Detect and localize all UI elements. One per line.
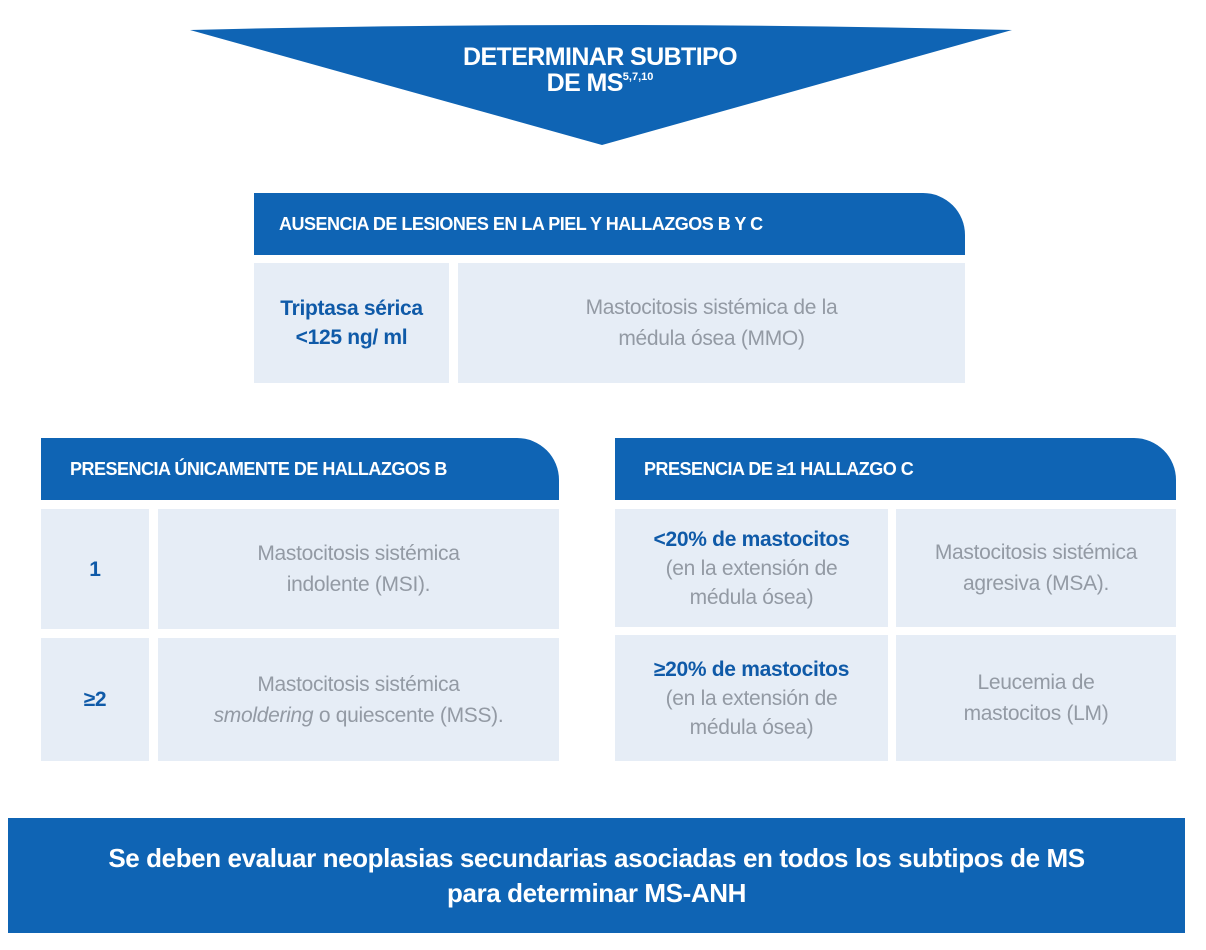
b-row1-desc-cell xyxy=(158,509,559,629)
c-row1-desc-line1: Mastocitosis sistémica xyxy=(934,541,1138,564)
skin-desc-cell xyxy=(458,263,965,383)
b-row2-desc-cell xyxy=(158,638,559,761)
skin-key-line2: <125 ng/ ml xyxy=(295,326,408,349)
c-row2-desc-line1: Leucemia de xyxy=(977,671,1095,694)
b-row1-desc-line2: indolente (MSI). xyxy=(286,573,431,596)
b-row2-desc-rest: o quiescente (MSS). xyxy=(313,703,504,727)
c-row1-key: <20% de mastocitos xyxy=(653,527,850,551)
b-row1-key-cell xyxy=(41,509,149,629)
skin-desc-line2: médula ósea (MMO) xyxy=(618,327,805,350)
skin-section-header-text: AUSENCIA DE LESIONES EN LA PIEL Y HALLAZGOS B Y C xyxy=(279,213,763,234)
c-row2-sub-line2: médula ósea) xyxy=(689,715,814,739)
c-row2-desc-line2: mastocitos (LM) xyxy=(963,702,1109,725)
c-row2-key-cell xyxy=(615,635,888,761)
b-row2-key-cell xyxy=(41,638,149,761)
skin-desc-line1: Mastocitosis sistémica de la xyxy=(585,296,838,319)
c-row1-key-cell xyxy=(615,509,888,627)
b-row1-key: 1 xyxy=(89,557,101,581)
b-findings-header-text: PRESENCIA ÚNICAMENTE DE HALLAZGOS B xyxy=(70,458,447,479)
c-row1-sub-line1: (en la extensión de xyxy=(665,556,838,580)
funnel-title-line2 xyxy=(350,70,850,96)
funnel-title-references: 5,7,10 xyxy=(622,71,654,83)
c-row2-sub-line1: (en la extensión de xyxy=(665,686,838,710)
skin-key-cell xyxy=(254,263,449,383)
b-findings-header xyxy=(41,438,559,500)
b-row2-key: ≥2 xyxy=(83,688,107,711)
footer-line2: para determinar MS-ANH xyxy=(447,877,746,908)
c-findings-header xyxy=(615,438,1176,500)
footer-banner xyxy=(8,818,1185,933)
b-row2-desc-italic: smoldering xyxy=(213,703,314,727)
b-row2-desc-line1: Mastocitosis sistémica xyxy=(257,672,460,696)
c-findings-header-text: PRESENCIA DE ≥1 HALLAZGO C xyxy=(644,458,914,479)
b-row1-desc-line1: Mastocitosis sistémica xyxy=(257,542,460,565)
c-row1-desc-cell xyxy=(896,509,1176,627)
b-row2-desc-line2 xyxy=(214,700,504,731)
c-row1-sub-line2: médula ósea) xyxy=(689,585,814,609)
c-row2-key: ≥20% de mastocitos xyxy=(653,657,850,681)
c-row1-desc-line2: agresiva (MSA). xyxy=(962,572,1110,595)
c-row2-desc-cell xyxy=(896,635,1176,761)
skin-section-header xyxy=(254,193,965,255)
skin-key-line1: Triptasa sérica xyxy=(280,297,423,320)
footer-line1: Se deben evaluar neoplasias secundarias asociadas en todos los subtipos de MS xyxy=(108,842,1085,873)
funnel-title xyxy=(350,44,850,96)
funnel-title-line2-text: DE MS xyxy=(546,69,623,97)
funnel-title-line1: DETERMINAR SUBTIPO xyxy=(463,43,737,71)
